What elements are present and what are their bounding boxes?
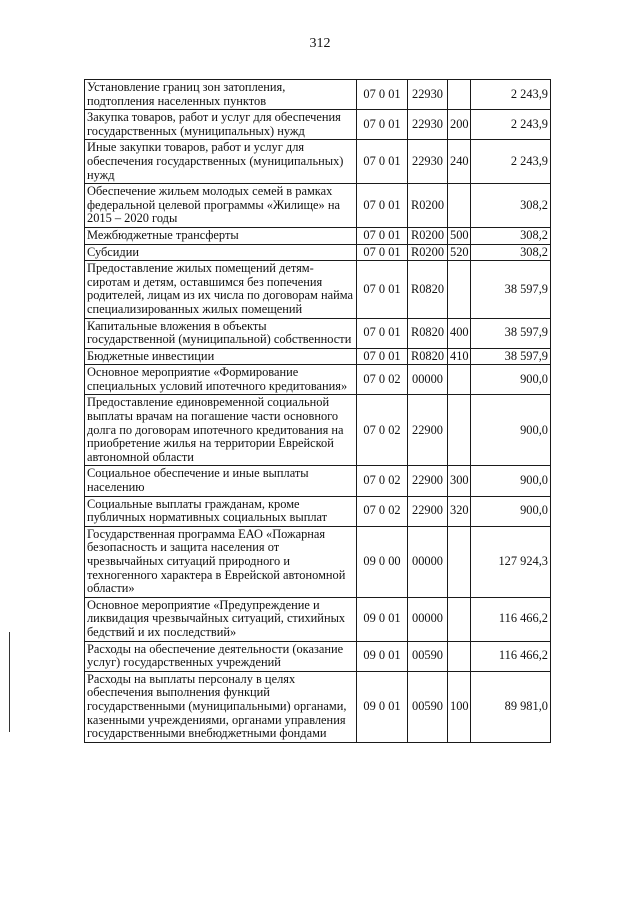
row-amount-cell: 116 466,2 xyxy=(471,641,551,671)
table-row xyxy=(85,496,551,526)
row-amount-cell: 116 466,2 xyxy=(471,597,551,641)
row-name-cell: Предоставление единовременной социальной выплаты врачам на погашение части основного долга по договорам ипотечного кредитования на приобретение жилья на территории Еврейской автономной области xyxy=(85,395,357,466)
row-expense-type-cell xyxy=(448,80,471,110)
row-target-code-cell: 22930 xyxy=(408,110,448,140)
row-target-code-cell: 22900 xyxy=(408,466,448,496)
row-amount-cell: 900,0 xyxy=(471,466,551,496)
budget-table-body xyxy=(85,80,551,743)
row-target-code-cell: 00000 xyxy=(408,597,448,641)
row-target-code-cell: 00000 xyxy=(408,365,448,395)
row-section-code-cell: 09 0 01 xyxy=(357,597,408,641)
table-row xyxy=(85,365,551,395)
table-row xyxy=(85,244,551,261)
row-name-cell: Социальные выплаты гражданам, кроме публичных нормативных социальных выплат xyxy=(85,496,357,526)
row-amount-cell: 308,2 xyxy=(471,244,551,261)
row-name-cell: Социальное обеспечение и иные выплаты населению xyxy=(85,466,357,496)
row-expense-type-cell xyxy=(448,395,471,466)
row-amount-cell: 900,0 xyxy=(471,496,551,526)
row-name-cell: Обеспечение жильем молодых семей в рамках федеральной целевой программы «Жилище» на 2015 – 2020 годы xyxy=(85,184,357,228)
row-name-cell: Закупка товаров, работ и услуг для обеспечения государственных (муниципальных) нужд xyxy=(85,110,357,140)
row-expense-type-cell: 240 xyxy=(448,140,471,184)
row-name-cell: Иные закупки товаров, работ и услуг для обеспечения государственных (муниципальных) нужд xyxy=(85,140,357,184)
row-target-code-cell: 22930 xyxy=(408,80,448,110)
row-amount-cell: 127 924,3 xyxy=(471,526,551,597)
row-target-code-cell: 00590 xyxy=(408,641,448,671)
row-expense-type-cell xyxy=(448,641,471,671)
row-amount-cell: 38 597,9 xyxy=(471,261,551,318)
table-row xyxy=(85,526,551,597)
table-row xyxy=(85,395,551,466)
row-section-code-cell: 07 0 01 xyxy=(357,80,408,110)
row-name-cell: Капитальные вложения в объекты государственной (муниципальной) собственности xyxy=(85,318,357,348)
row-section-code-cell: 07 0 01 xyxy=(357,261,408,318)
row-expense-type-cell: 320 xyxy=(448,496,471,526)
row-name-cell: Расходы на выплаты персоналу в целях обеспечения выполнения функций государственными (муниципальными) органами, казенными учреждениями, органами управления государственными внебюджетными фондами xyxy=(85,671,357,742)
row-amount-cell: 2 243,9 xyxy=(471,140,551,184)
table-row xyxy=(85,140,551,184)
row-expense-type-cell: 200 xyxy=(448,110,471,140)
row-section-code-cell: 09 0 01 xyxy=(357,641,408,671)
row-name-cell: Основное мероприятие «Предупреждение и ликвидация чрезвычайных ситуаций, стихийных бедствий и их последствий» xyxy=(85,597,357,641)
row-section-code-cell: 07 0 02 xyxy=(357,496,408,526)
table-row xyxy=(85,227,551,244)
row-expense-type-cell xyxy=(448,597,471,641)
page-number: 312 xyxy=(309,36,331,51)
budget-table xyxy=(84,79,551,743)
row-amount-cell: 38 597,9 xyxy=(471,318,551,348)
table-row xyxy=(85,641,551,671)
row-target-code-cell: R0820 xyxy=(408,318,448,348)
row-target-code-cell: 22900 xyxy=(408,496,448,526)
row-section-code-cell: 07 0 02 xyxy=(357,395,408,466)
row-name-cell: Предоставление жилых помещений детям-сиротам и детям, оставшимся без попечения родителей, лицам из их числа по договорам найма специализированных жилых помещений xyxy=(85,261,357,318)
row-expense-type-cell: 400 xyxy=(448,318,471,348)
row-section-code-cell: 07 0 01 xyxy=(357,348,408,365)
row-section-code-cell: 09 0 01 xyxy=(357,671,408,742)
row-section-code-cell: 07 0 01 xyxy=(357,110,408,140)
row-expense-type-cell: 100 xyxy=(448,671,471,742)
row-amount-cell: 2 243,9 xyxy=(471,80,551,110)
table-row xyxy=(85,318,551,348)
row-amount-cell: 38 597,9 xyxy=(471,348,551,365)
row-name-cell: Субсидии xyxy=(85,244,357,261)
row-expense-type-cell xyxy=(448,365,471,395)
row-name-cell: Основное мероприятие «Формирование специальных условий ипотечного кредитования» xyxy=(85,365,357,395)
table-row xyxy=(85,597,551,641)
row-section-code-cell: 09 0 00 xyxy=(357,526,408,597)
row-section-code-cell: 07 0 01 xyxy=(357,244,408,261)
row-name-cell: Межбюджетные трансферты xyxy=(85,227,357,244)
row-expense-type-cell: 520 xyxy=(448,244,471,261)
row-section-code-cell: 07 0 01 xyxy=(357,140,408,184)
row-target-code-cell: 00590 xyxy=(408,671,448,742)
margin-line xyxy=(9,632,10,732)
row-expense-type-cell: 500 xyxy=(448,227,471,244)
table-row xyxy=(85,184,551,228)
row-section-code-cell: 07 0 01 xyxy=(357,318,408,348)
row-target-code-cell: 22900 xyxy=(408,395,448,466)
row-name-cell: Установление границ зон затопления, подтопления населенных пунктов xyxy=(85,80,357,110)
table-row xyxy=(85,348,551,365)
row-section-code-cell: 07 0 02 xyxy=(357,365,408,395)
row-target-code-cell: R0820 xyxy=(408,261,448,318)
row-expense-type-cell xyxy=(448,261,471,318)
table-row xyxy=(85,110,551,140)
row-target-code-cell: 22930 xyxy=(408,140,448,184)
row-name-cell: Расходы на обеспечение деятельности (оказание услуг) государственных учреждений xyxy=(85,641,357,671)
row-amount-cell: 900,0 xyxy=(471,365,551,395)
row-expense-type-cell: 410 xyxy=(448,348,471,365)
row-target-code-cell: 00000 xyxy=(408,526,448,597)
row-expense-type-cell xyxy=(448,184,471,228)
table-row xyxy=(85,671,551,742)
row-amount-cell: 89 981,0 xyxy=(471,671,551,742)
row-target-code-cell: R0200 xyxy=(408,227,448,244)
table-row xyxy=(85,80,551,110)
table-row xyxy=(85,466,551,496)
row-name-cell: Бюджетные инвестиции xyxy=(85,348,357,365)
table-row xyxy=(85,261,551,318)
row-target-code-cell: R0820 xyxy=(408,348,448,365)
row-target-code-cell: R0200 xyxy=(408,244,448,261)
row-expense-type-cell: 300 xyxy=(448,466,471,496)
row-target-code-cell: R0200 xyxy=(408,184,448,228)
row-section-code-cell: 07 0 02 xyxy=(357,466,408,496)
row-amount-cell: 308,2 xyxy=(471,227,551,244)
row-amount-cell: 308,2 xyxy=(471,184,551,228)
row-section-code-cell: 07 0 01 xyxy=(357,227,408,244)
row-amount-cell: 900,0 xyxy=(471,395,551,466)
row-amount-cell: 2 243,9 xyxy=(471,110,551,140)
row-name-cell: Государственная программа ЕАО «Пожарная безопасность и защита населения от чрезвычайных ситуаций природного и техногенного характера в Еврейской автономной области» xyxy=(85,526,357,597)
row-section-code-cell: 07 0 01 xyxy=(357,184,408,228)
row-expense-type-cell xyxy=(448,526,471,597)
